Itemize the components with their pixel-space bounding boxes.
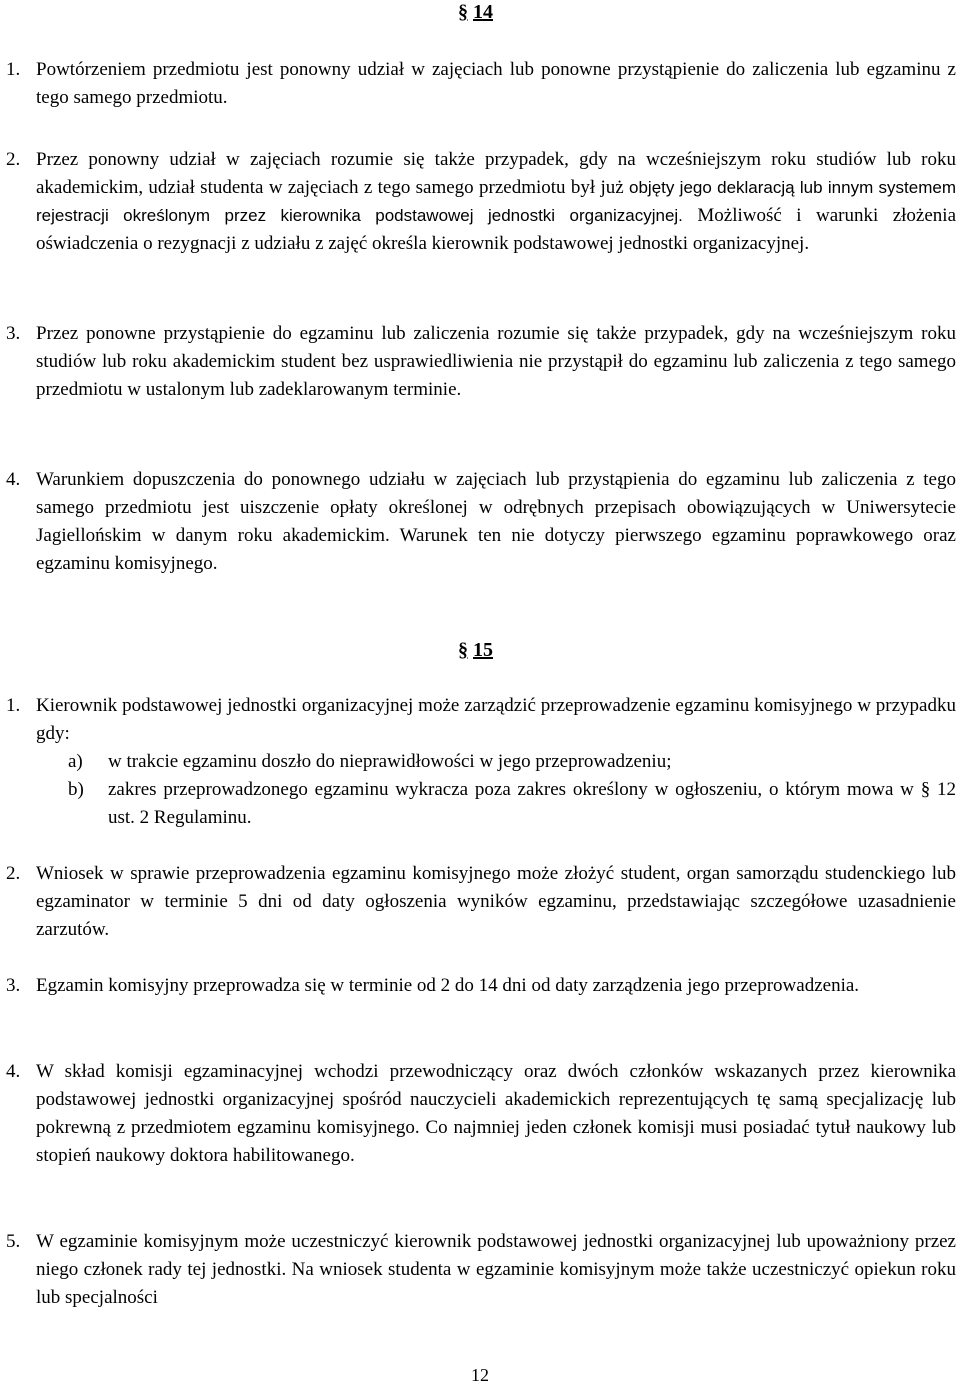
paragraph-15-1 (0, 692, 960, 832)
section-number: 14 (473, 1, 493, 23)
paragraph-number: 2. (6, 863, 21, 884)
list-item-label: a) (68, 751, 83, 772)
page-number: 12 (471, 1365, 489, 1385)
paragraph-text-part-1: Przez ponowny udział w zajęciach rozumie się także przypadek, gdy na wcześniejszym roku studiów lub roku akademickim, udział studenta w zajęciach z tego samego przedmiotu był już (36, 149, 956, 198)
paragraph-15-2 (0, 860, 960, 944)
paragraph-14-3 (0, 320, 960, 404)
paragraph-14-2 (0, 146, 960, 258)
paragraph-text: Warunkiem dopuszczenia do ponownego udziału w zajęciach lub przystąpienia do egzaminu lub zaliczenia z tego samego przedmiotu jest uiszczenie opłaty określonej w odrębnych przepisach obowiązujących w Uniwersytecie Jagiellońskim w danym roku akademickim. Warunek ten nie dotyczy pierwszego egzaminu poprawkowego oraz egzaminu komisyjnego. (36, 469, 956, 574)
section-heading-15 (0, 638, 960, 662)
section-number: 15 (473, 639, 493, 661)
paragraph-text: Egzamin komisyjny przeprowadza się w terminie od 2 do 14 dni od daty zarządzenia jego przeprowadzenia. (36, 975, 860, 996)
paragraph-15-4 (0, 1058, 960, 1170)
section-mark: § (458, 1, 468, 23)
list-item (68, 776, 956, 832)
list-item-text: w trakcie egzaminu doszło do nieprawidłowości w jego przeprowadzeniu; (108, 751, 672, 772)
paragraph-text: Powtórzeniem przedmiotu jest ponowny udział w zajęciach lub ponowne przystąpienie do zaliczenia lub egzaminu z tego samego przedmiotu. (36, 59, 956, 108)
paragraph-number: 3. (6, 323, 21, 344)
paragraph-14-4 (0, 466, 960, 578)
paragraph-15-3 (0, 972, 960, 1000)
paragraph-text: W skład komisji egzaminacyjnej wchodzi przewodniczący oraz dwóch członków wskazanych przez kierownika podstawowej jednostki organizacyjnej spośród nauczycieli akademickich reprezentujących tę samą specjalizację lub pokrewną z przedmiotem egzaminu komisyjnego. Co najmniej jeden członek komisji musi posiadać tytuł naukowy lub stopień naukowy doktora habilitowanego. (36, 1061, 956, 1166)
paragraph-number: 1. (6, 59, 21, 80)
paragraph-text: W egzaminie komisyjnym może uczestniczyć kierownik podstawowej jednostki organizacyjnej lub upoważniony przez niego członek rady tej jednostki. Na wniosek studenta w egzaminie komisyjnym może także uczestniczyć opiekun roku lub specjalności (36, 1231, 956, 1308)
paragraph-number: 3. (6, 975, 21, 996)
paragraph-text: Kierownik podstawowej jednostki organizacyjnej może zarządzić przeprowadzenie egzaminu komisyjnego w przypadku gdy: (36, 695, 956, 744)
paragraph-number: 1. (6, 695, 21, 716)
paragraph-number: 4. (6, 469, 21, 490)
paragraph-14-1 (0, 56, 960, 112)
paragraph-text: Przez ponowne przystąpienie do egzaminu lub zaliczenia rozumie się także przypadek, gdy na wcześniejszym roku studiów lub roku akademickim student bez usprawiedliwienia nie przystąpił do egzaminu lub zaliczenia z tego samego przedmiotu w ustalonym lub zadeklarowanym terminie. (36, 323, 956, 400)
list-item-label: b) (68, 779, 84, 800)
paragraph-number: 4. (6, 1061, 21, 1082)
paragraph-number: 5. (6, 1231, 21, 1252)
paragraph-text-part-3: Możliwość i warunki złożenia oświadczenia o rezygnacji z udziału z zajęć określa kierownik podstawowej jednostki organizacyjnej. (36, 205, 957, 254)
paragraph-text: Wniosek w sprawie przeprowadzenia egzaminu komisyjnego może złożyć student, organ samorządu studenckiego lub egzaminator w terminie 5 dni od daty ogłoszenia wyników egzaminu, przedstawiając szczegółowe uzasadnienie zarzutów. (36, 863, 956, 940)
item-list (68, 748, 956, 832)
paragraph-text-part-2: objęty jego deklaracją lub innym systemem rejestracji określonym przez kierownika podstawowej jednostki organizacyjnej. (36, 178, 956, 225)
paragraph-text (36, 146, 956, 258)
paragraph-number: 2. (6, 149, 21, 170)
section-mark: § (458, 639, 468, 661)
section-heading-14 (0, 0, 960, 24)
list-item-text: zakres przeprowadzonego egzaminu wykracza poza zakres określony w ogłoszeniu, o którym mowa w § 12 ust. 2 Regulaminu. (108, 779, 956, 828)
paragraph-15-5 (0, 1228, 960, 1312)
list-item (68, 748, 956, 776)
